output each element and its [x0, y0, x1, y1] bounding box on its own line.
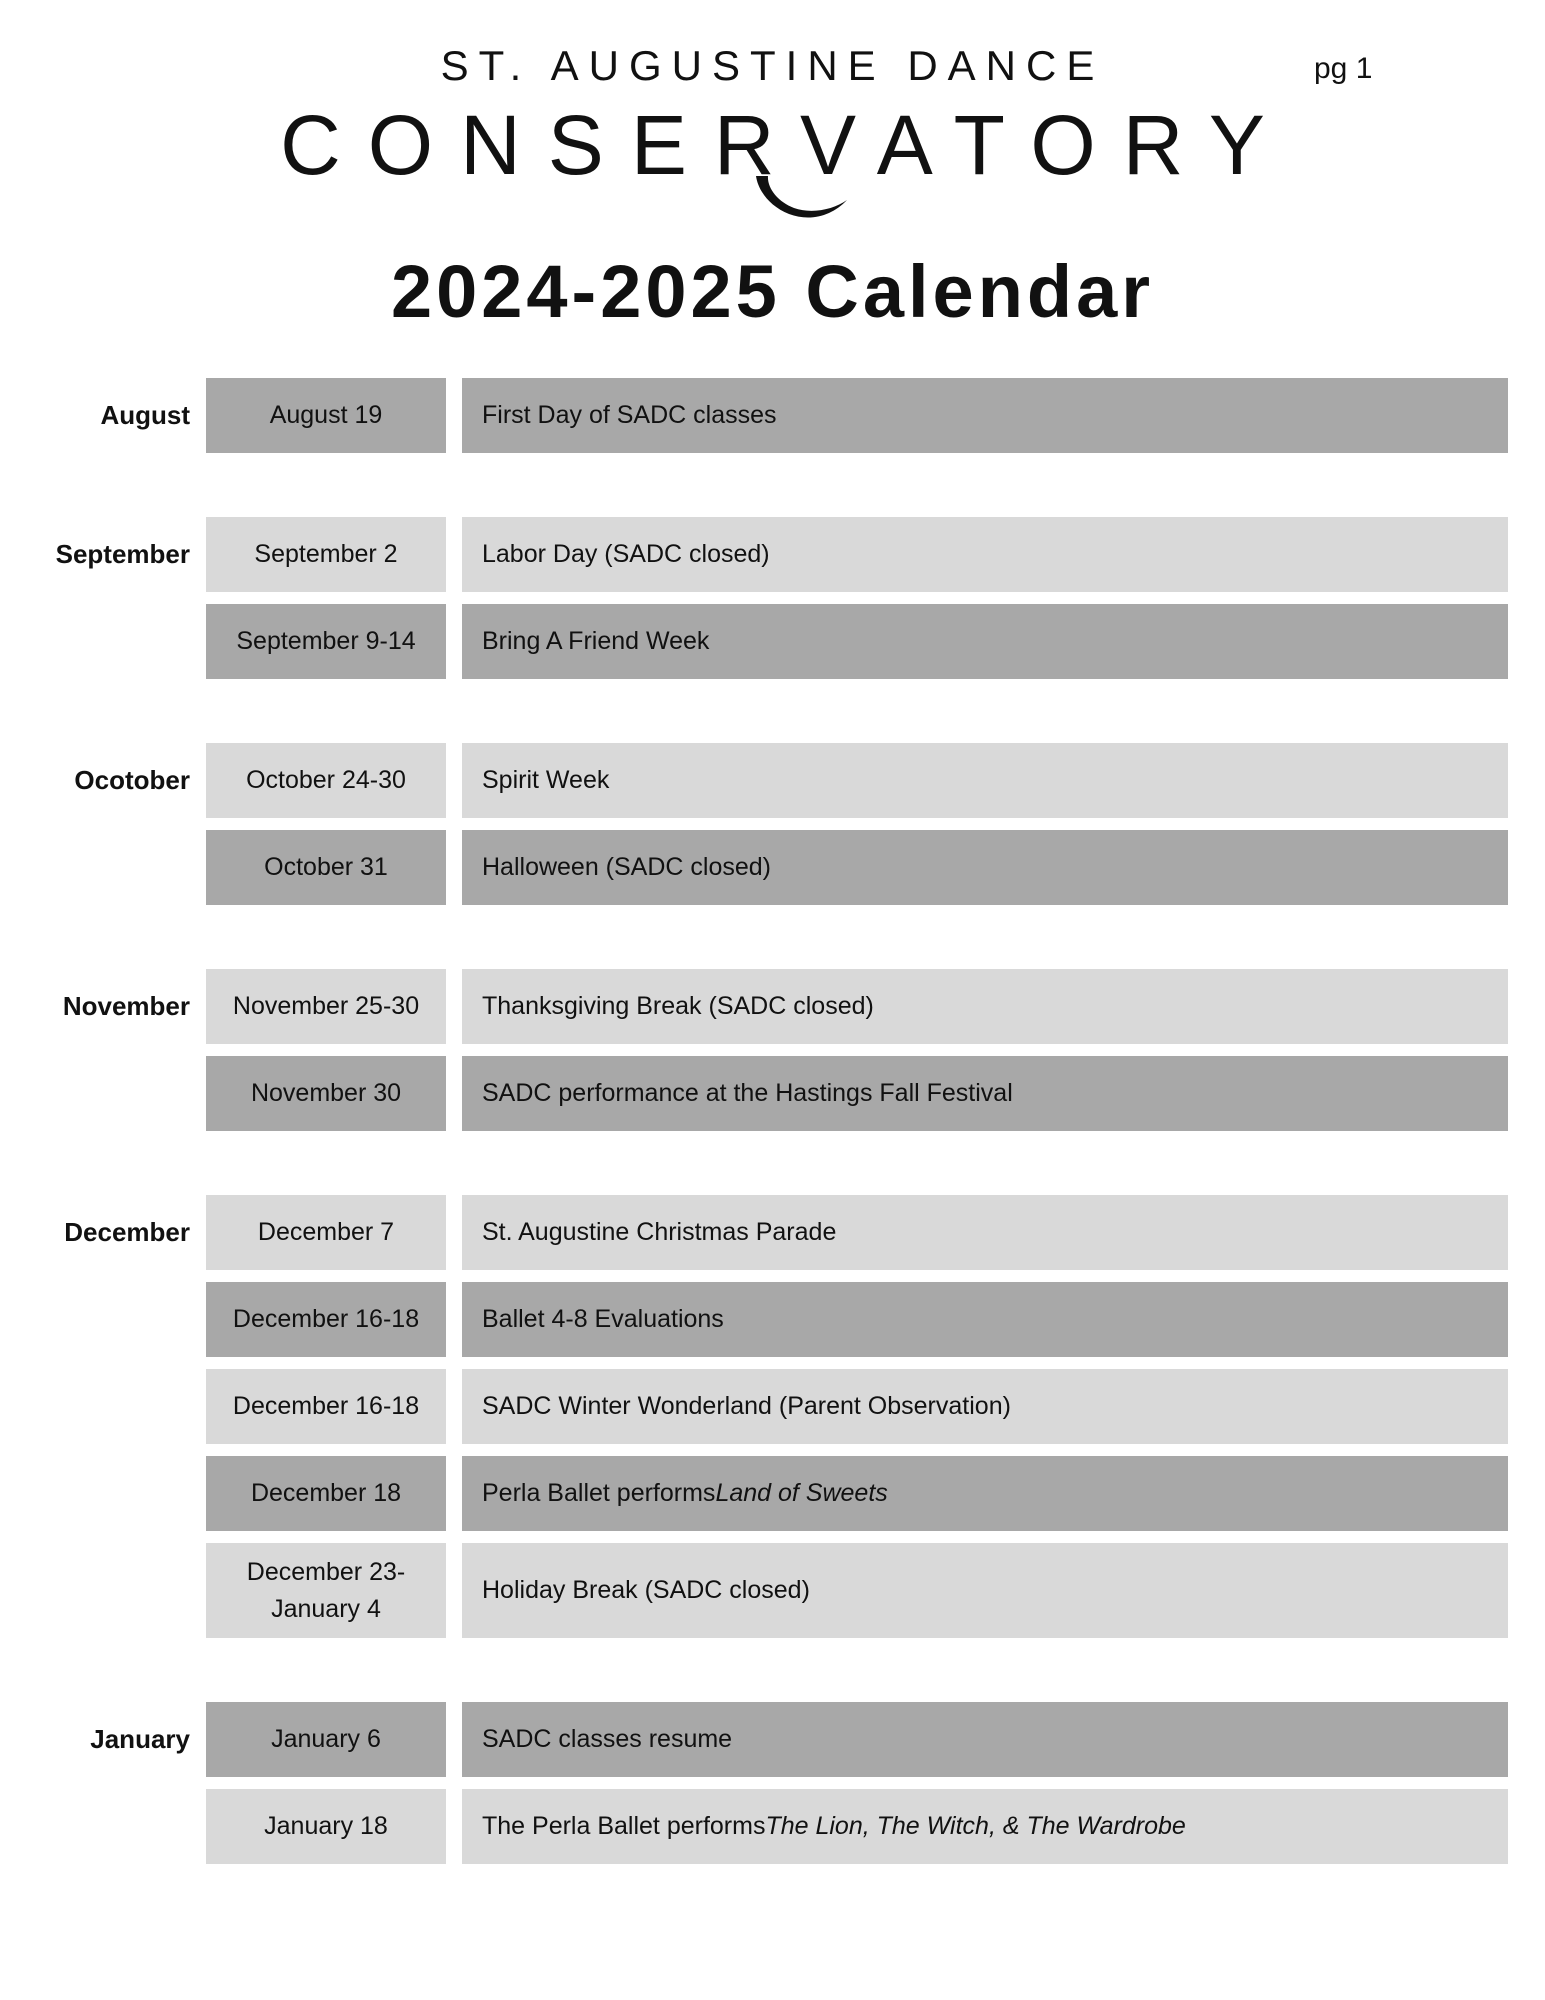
month-label: December [64, 1217, 190, 1247]
month-rows [206, 1702, 1508, 1864]
event-date-line: October 24-30 [246, 766, 406, 795]
month-rows [206, 1195, 1508, 1638]
event-date-cell [206, 969, 446, 1044]
calendar-title: 2024-2025 Calendar [390, 250, 1155, 333]
event-date-cell [206, 830, 446, 905]
event-description-cell [462, 517, 1508, 592]
month-rows [206, 969, 1508, 1131]
event-date-line: January 18 [264, 1812, 388, 1841]
month-label-column [0, 517, 190, 679]
month-section-december [0, 1195, 1508, 1638]
event-description-text: St. Augustine Christmas Parade [482, 1218, 837, 1247]
event-description-cell [462, 1056, 1508, 1131]
event-date-cell [206, 517, 446, 592]
month-rows [206, 743, 1508, 905]
event-description-cell [462, 830, 1508, 905]
event-date-line: September 9-14 [236, 627, 416, 656]
month-label-column [0, 743, 190, 905]
event-date-cell [206, 1702, 446, 1777]
event-description-cell [462, 743, 1508, 818]
event-date-line: December 16-18 [232, 1392, 420, 1421]
event-description-cell [462, 1543, 1508, 1638]
calendar-event-row [206, 1056, 1508, 1131]
brand-line-2: CONSERVATORY [280, 98, 1292, 192]
event-date-line: December 16-18 [232, 1305, 420, 1334]
calendar-event-row [206, 517, 1508, 592]
event-date-line2: January 4 [271, 1594, 381, 1623]
event-date-cell [206, 1369, 446, 1444]
event-date-line: December 7 [257, 1218, 395, 1247]
event-description-text: SADC classes resume [482, 1725, 733, 1754]
calendar-event-row [206, 1789, 1508, 1864]
calendar-event-row [206, 969, 1508, 1044]
event-date-line: November 25-30 [232, 992, 420, 1021]
brand-line-1: ST. AUGUSTINE DANCE [440, 42, 1105, 89]
event-date-cell [206, 1456, 446, 1531]
event-description-text: The Perla Ballet performs [482, 1812, 766, 1841]
event-date-line: December 18 [250, 1479, 402, 1508]
month-label-column [0, 1702, 190, 1864]
event-description-cell [462, 1369, 1508, 1444]
event-date-cell [206, 604, 446, 679]
event-date-cell [206, 1056, 446, 1131]
event-date-line: August 19 [269, 401, 383, 430]
event-description-cell [462, 969, 1508, 1044]
event-description-text: Thanksgiving Break (SADC closed) [482, 992, 874, 1021]
event-description-text: SADC Winter Wonderland (Parent Observation) [482, 1392, 1011, 1421]
event-description-text: Bring A Friend Week [482, 627, 710, 656]
event-description-cell [462, 1702, 1508, 1777]
event-description-cell [462, 1282, 1508, 1357]
event-description-cell [462, 1195, 1508, 1270]
event-description-text: SADC performance at the Hastings Fall Festival [482, 1079, 1013, 1108]
event-date-cell [206, 1543, 446, 1638]
event-description-text: First Day of SADC classes [482, 401, 777, 430]
event-description-text: Spirit Week [482, 766, 610, 795]
month-section-ocotober [0, 743, 1508, 905]
calendar-event-row [206, 830, 1508, 905]
event-description-cell [462, 1456, 1508, 1531]
event-date-line: November 30 [250, 1079, 402, 1108]
calendar-event-row [206, 1195, 1508, 1270]
event-description-text: Holiday Break (SADC closed) [482, 1576, 810, 1605]
page-number: pg 1 [1314, 52, 1373, 85]
event-date-cell [206, 743, 446, 818]
month-label: September [55, 539, 190, 569]
event-description-italic: The Lion, The Witch, & The Wardrobe [765, 1812, 1186, 1841]
month-label: November [62, 991, 190, 1021]
month-label-column [0, 1195, 190, 1638]
event-date-cell [206, 1789, 446, 1864]
event-description-text: Labor Day (SADC closed) [482, 540, 770, 569]
calendar-event-row [206, 1456, 1508, 1531]
event-description-cell [462, 604, 1508, 679]
r-swash-decoration [737, 176, 852, 222]
month-label-column [0, 378, 190, 453]
calendar-event-row [206, 1369, 1508, 1444]
calendar-table [0, 378, 1508, 1864]
calendar-event-row [206, 378, 1508, 453]
month-section-september [0, 517, 1508, 679]
calendar-event-row [206, 743, 1508, 818]
month-section-august [0, 378, 1508, 453]
event-description-text: Halloween (SADC closed) [482, 853, 772, 882]
event-date-line: December 23- [246, 1558, 406, 1587]
event-description-italic: Land of Sweets [715, 1479, 888, 1508]
month-rows [206, 378, 1508, 453]
event-date-line: January 6 [271, 1725, 381, 1754]
event-description-text: Ballet 4-8 Evaluations [482, 1305, 724, 1334]
calendar-event-row [206, 1282, 1508, 1357]
event-date-cell [206, 378, 446, 453]
month-rows [206, 517, 1508, 679]
event-date-line: October 31 [264, 853, 388, 882]
month-label: Ocotober [74, 765, 190, 795]
month-section-november [0, 969, 1508, 1131]
calendar-event-row [206, 1702, 1508, 1777]
event-date-line: September 2 [254, 540, 398, 569]
event-description-text: Perla Ballet performs [482, 1479, 716, 1508]
event-description-cell [462, 378, 1508, 453]
month-section-january [0, 1702, 1508, 1864]
month-label-column [0, 969, 190, 1131]
month-label: August [100, 400, 190, 430]
calendar-event-row [206, 604, 1508, 679]
month-label: January [90, 1724, 190, 1754]
calendar-event-row [206, 1543, 1508, 1638]
event-date-cell [206, 1282, 446, 1357]
event-description-cell [462, 1789, 1508, 1864]
event-date-cell [206, 1195, 446, 1270]
